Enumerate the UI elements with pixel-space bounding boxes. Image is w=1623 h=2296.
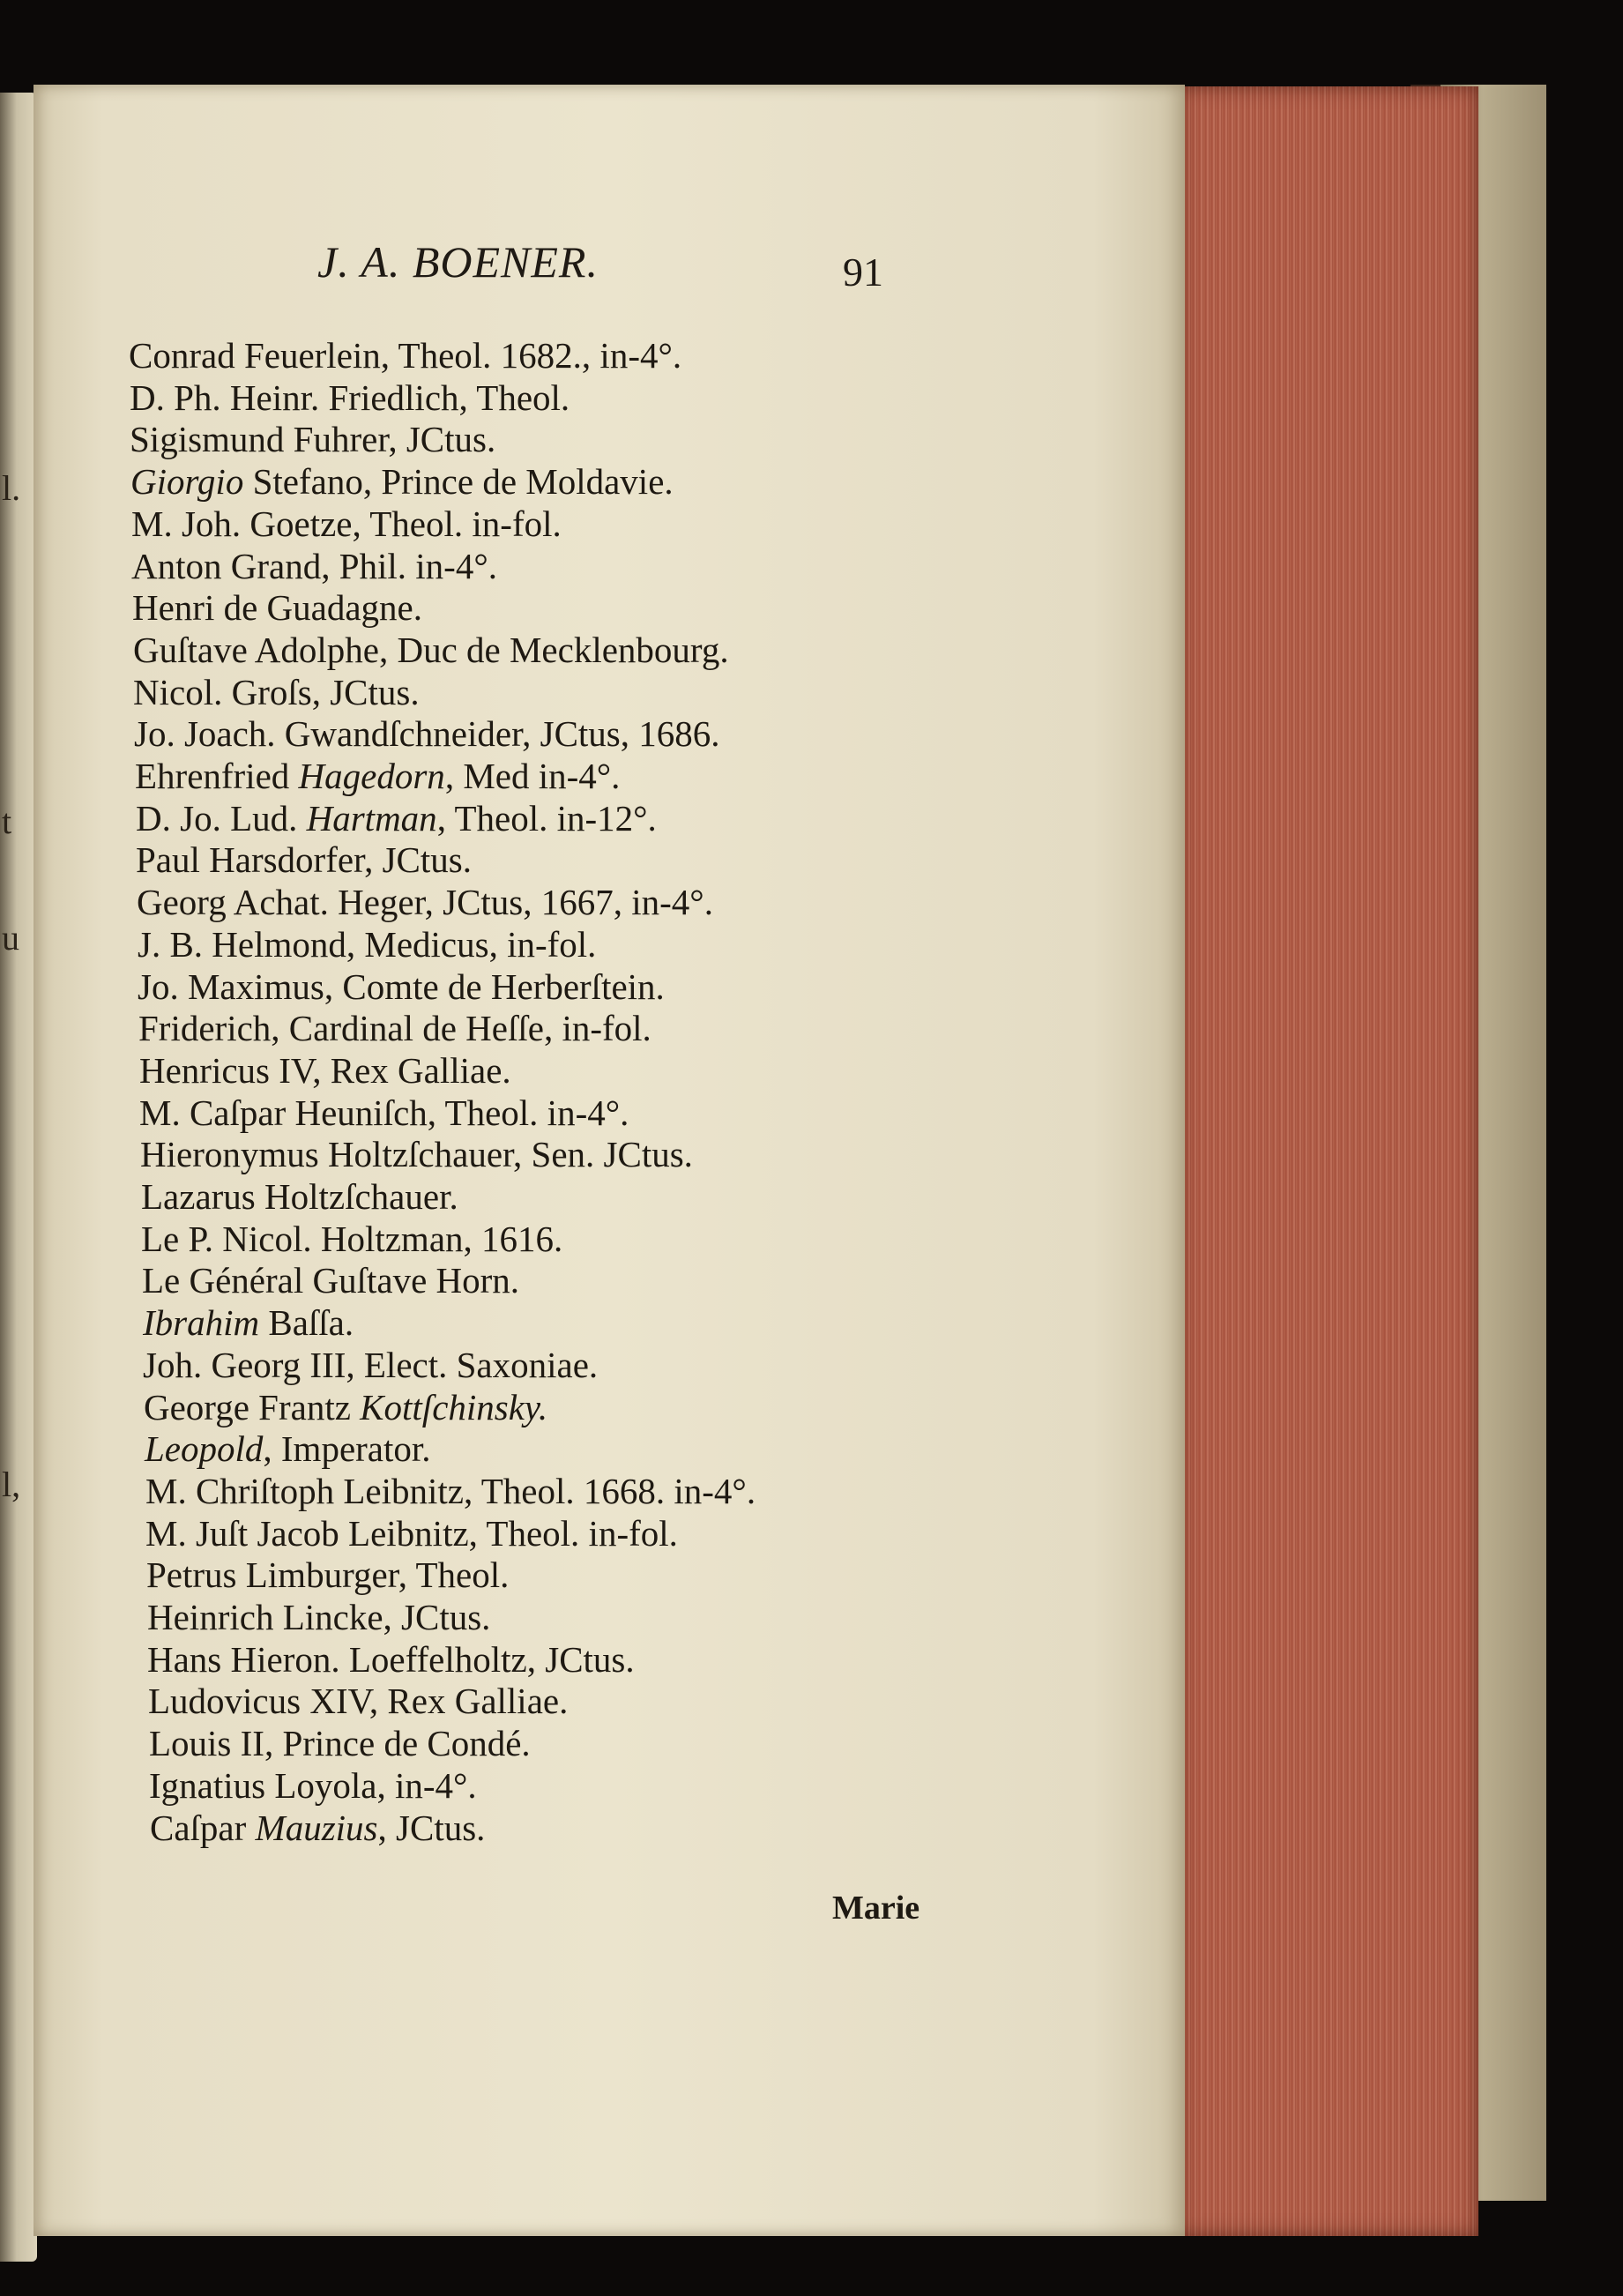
left-fragment: t [2,801,12,841]
entry-line [150,1806,485,1850]
entry-italic-name: Mauzius [255,1808,378,1848]
entry-text: Anton Grand, Phil. in-4°. [131,546,497,586]
entry-text: Ignatius Loyola, in-4°. [149,1765,477,1806]
entry-line [143,1301,354,1345]
entry-text: Friderich, Cardinal de Heſſe, in-fol. [138,1008,651,1048]
entry-line [130,459,674,503]
page-fore-edge [1179,86,1478,2236]
entry-line [147,1595,490,1639]
entry-text: Stefano, Prince de Moldavie. [243,461,674,502]
entry-line [139,1048,511,1092]
entry-line [139,1091,629,1135]
entry-text: Guſtave Adolphe, Duc de Mecklenbourg. [133,630,729,670]
entry-line [136,796,657,840]
catchword: Marie [832,1890,920,1927]
entry-text: J. B. Helmond, Medicus, in-fol. [138,924,597,965]
entry-line [133,670,420,714]
entry-italic-name: Giorgio [130,461,244,502]
entry-line [145,1511,678,1555]
entry-line [141,1217,562,1261]
entry-line [132,585,422,630]
entry-text: Baſſa. [259,1302,354,1343]
entry-italic-name: Hartman [306,798,437,839]
entry-text: Joh. Georg III, Elect. Saxoniae. [143,1345,599,1385]
entry-text: Conrad Feuerlein, Theol. 1682., in-4°. [129,335,682,376]
entry-line [148,1679,568,1723]
entry-text: George Frantz [144,1387,361,1428]
entry-text: Ludovicus XIV, Rex Galliae. [148,1681,569,1721]
entry-line [142,1258,519,1302]
running-head: J. A. BOENER. [317,237,599,287]
entry-text: Le P. Nicol. Holtzman, 1616. [141,1219,563,1259]
entry-text: Hieronymus Holtzſchauer, Sen. JCtus. [140,1134,693,1174]
entry-text: Heinrich Lincke, JCtus. [147,1597,491,1637]
entry-line [138,965,665,1009]
entry-text: , Theol. in-12°. [436,798,657,839]
entry-line [130,417,495,461]
entry-text: D. Jo. Lud. [136,798,307,839]
entry-text: , Imperator. [263,1428,431,1469]
entry-line [143,1343,598,1387]
entry-italic-name: Ibrahim [143,1302,260,1343]
entry-text: Jo. Joach. Gwandſchneider, JCtus, 1686. [134,713,720,754]
entry-italic-name: Kottſchinsky. [360,1387,548,1428]
entry-line [136,838,472,882]
entry-line [131,502,562,546]
entry-line [140,1132,693,1176]
entry-line [138,922,596,966]
entry-line [130,376,570,420]
entry-text: Sigismund Fuhrer, JCtus. [130,419,496,459]
entry-text: M. Joh. Goetze, Theol. in-fol. [131,503,562,544]
entry-line [133,628,729,672]
entry-line [135,754,620,798]
entry-text: Jo. Maximus, Comte de Herberſtein. [138,966,665,1007]
entry-text: M. Chriſtoph Leibnitz, Theol. 1668. in-4°. [145,1471,756,1511]
entry-text: Henri de Guadagne. [132,587,423,628]
entry-text: Caſpar [150,1808,256,1848]
left-fragment: l. [2,468,21,508]
entry-text: D. Ph. Heinr. Friedlich, Theol. [130,377,570,418]
entry-line [138,1006,651,1050]
entry-text: , JCtus. [377,1808,486,1848]
entry-line [146,1553,509,1597]
left-fragment: u [2,918,19,958]
entry-text: Paul Harsdorfer, JCtus. [136,839,472,880]
entry-text: Hans Hieron. Loeffelholtz, JCtus. [147,1639,635,1680]
entry-text: , Med in-4°. [444,756,621,796]
entry-text: Lazarus Holtzſchauer. [141,1176,458,1217]
entry-text: Louis II, Prince de Condé. [149,1723,531,1763]
entry-line [145,1427,431,1471]
entry-text: Petrus Limburger, Theol. [146,1554,510,1595]
entry-line [144,1385,547,1429]
entry-line [134,712,720,756]
entry-line [149,1763,477,1808]
entry-text: Georg Achat. Heger, JCtus, 1667, in-4°. [137,882,713,922]
entry-italic-name: Leopold [145,1428,264,1469]
entry-text: Ehrenfried [135,756,299,796]
entry-text: M. Caſpar Heuniſch, Theol. in-4°. [139,1092,629,1133]
entry-line [147,1637,635,1681]
left-page-edge [0,93,37,2262]
entry-line [129,333,681,377]
entry-text: Henricus IV, Rex Galliae. [139,1050,511,1091]
entry-line [149,1721,531,1765]
entry-italic-name: Hagedorn [298,756,445,796]
entry-line [145,1469,756,1513]
entry-line [131,544,497,588]
entry-text: Le Général Guſtave Horn. [142,1260,520,1301]
entry-line [137,880,713,924]
entry-text: Nicol. Groſs, JCtus. [133,672,420,712]
entry-line [141,1174,458,1219]
left-fragment: l, [2,1465,21,1504]
page-number: 91 [843,250,883,294]
entry-text: M. Juſt Jacob Leibnitz, Theol. in-fol. [145,1513,678,1554]
